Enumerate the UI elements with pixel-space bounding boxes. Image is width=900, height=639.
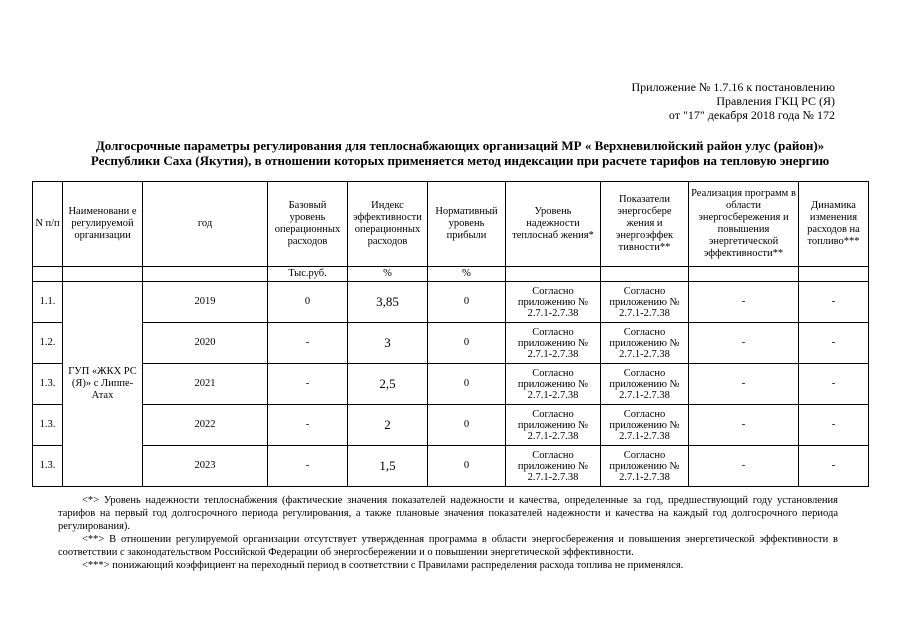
row-year: 2020 <box>143 323 268 364</box>
header-org: Наименовани е регулируемой организации <box>63 182 143 267</box>
row-fuel: - <box>799 323 869 364</box>
header-base: Базовый уровень операционных расходов <box>268 182 348 267</box>
table-row <box>33 282 869 323</box>
row-num: 1.3. <box>33 364 63 405</box>
row-fuel: - <box>799 364 869 405</box>
parameters-table <box>32 181 869 487</box>
row-num: 1.1. <box>33 282 63 323</box>
footnote-reliability: <*> Уровень надежности теплоснабжения (фактические значения показателей надежности и качества, определенные за год, предшествующий году установления тарифов на первый год долгосрочного периода регулирования, а также плановые значения показателей надежности и качества на каждый год долгосрочного периода регулирования). <box>58 495 838 532</box>
units-row <box>33 267 869 282</box>
row-profit: 0 <box>428 323 506 364</box>
header-energy: Показатели энергосбере жения и энергоэффек тивности** <box>601 182 689 267</box>
unit-cell-empty <box>143 267 268 282</box>
table-row <box>33 446 869 487</box>
row-energy: Согласно приложению № 2.7.1-2.7.38 <box>601 405 689 446</box>
row-reliability: Согласно приложению № 2.7.1-2.7.38 <box>506 323 601 364</box>
header-index: Индекс эффективности операционных расходов <box>348 182 428 267</box>
header-reliability: Уровень надежности теплоснаб жения* <box>506 182 601 267</box>
row-programs: - <box>689 323 799 364</box>
row-profit: 0 <box>428 282 506 323</box>
row-index: 1,5 <box>348 446 428 487</box>
org-name: ГУП «ЖКХ РС (Я)» с Липпе-Атах <box>63 282 143 487</box>
table-row <box>33 323 869 364</box>
row-index: 3 <box>348 323 428 364</box>
row-index: 2,5 <box>348 364 428 405</box>
row-base: - <box>268 405 348 446</box>
row-energy: Согласно приложению № 2.7.1-2.7.38 <box>601 282 689 323</box>
header-fuel: Динамика изменения расходов на топливо*** <box>799 182 869 267</box>
header-num: N п/п <box>33 182 63 267</box>
approval-line-1: Приложение № 1.7.16 к постановлению <box>631 80 835 94</box>
footnotes <box>58 494 838 572</box>
footnote-fuel: <***> понижающий коэффициент на переходный период в соответствии с Правилами распределения расхода топлива не применялся. <box>82 560 684 571</box>
document-title: Долгосрочные параметры регулирования для теплоснабжающих организаций МР « Верхневилюйский район улус (район)» Республики Саха (Якутия), в отношении которых применяется метод индексации при расчете тарифов на тепловую энергию <box>90 138 830 168</box>
approval-line-2: Правления ГКЦ РС (Я) <box>716 94 835 108</box>
unit-index: % <box>348 267 428 282</box>
row-programs: - <box>689 364 799 405</box>
row-year: 2022 <box>143 405 268 446</box>
row-year: 2023 <box>143 446 268 487</box>
approval-line-3: от "17" декабря 2018 года № 172 <box>668 108 835 122</box>
row-year: 2019 <box>143 282 268 323</box>
header-programs: Реализация программ в области энергосбережения и повышения энергетической эффективности** <box>689 182 799 267</box>
unit-cell-empty <box>63 267 143 282</box>
row-reliability: Согласно приложению № 2.7.1-2.7.38 <box>506 282 601 323</box>
approval-block <box>631 80 835 122</box>
unit-cell-empty <box>33 267 63 282</box>
header-profit: Нормативный уровень прибыли <box>428 182 506 267</box>
unit-cell-empty <box>601 267 689 282</box>
row-profit: 0 <box>428 446 506 487</box>
unit-cell-empty <box>799 267 869 282</box>
row-index: 2 <box>348 405 428 446</box>
row-reliability: Согласно приложению № 2.7.1-2.7.38 <box>506 364 601 405</box>
row-profit: 0 <box>428 364 506 405</box>
row-reliability: Согласно приложению № 2.7.1-2.7.38 <box>506 446 601 487</box>
row-base: - <box>268 323 348 364</box>
row-profit: 0 <box>428 405 506 446</box>
row-base: - <box>268 446 348 487</box>
row-num: 1.3. <box>33 446 63 487</box>
row-energy: Согласно приложению № 2.7.1-2.7.38 <box>601 446 689 487</box>
row-programs: - <box>689 446 799 487</box>
row-num: 1.3. <box>33 405 63 446</box>
row-index: 3,85 <box>348 282 428 323</box>
table-row <box>33 364 869 405</box>
table-row <box>33 405 869 446</box>
unit-profit: % <box>428 267 506 282</box>
header-year: год <box>143 182 268 267</box>
unit-base: Тыс.руб. <box>268 267 348 282</box>
row-energy: Согласно приложению № 2.7.1-2.7.38 <box>601 364 689 405</box>
row-programs: - <box>689 282 799 323</box>
row-base: 0 <box>268 282 348 323</box>
row-fuel: - <box>799 446 869 487</box>
row-reliability: Согласно приложению № 2.7.1-2.7.38 <box>506 405 601 446</box>
row-base: - <box>268 364 348 405</box>
unit-cell-empty <box>689 267 799 282</box>
unit-cell-empty <box>506 267 601 282</box>
row-fuel: - <box>799 405 869 446</box>
row-programs: - <box>689 405 799 446</box>
header-row <box>33 182 869 267</box>
footnote-energy-program: <**> В отношении регулируемой организации отсутствует утвержденная программа в области энергосбережения и повышения энергетической эффективности в соответствии с законодательством Российской Федерации об энергосбережении и о повышении энергетической эффективности. <box>58 534 838 558</box>
row-energy: Согласно приложению № 2.7.1-2.7.38 <box>601 323 689 364</box>
row-year: 2021 <box>143 364 268 405</box>
row-fuel: - <box>799 282 869 323</box>
row-num: 1.2. <box>33 323 63 364</box>
